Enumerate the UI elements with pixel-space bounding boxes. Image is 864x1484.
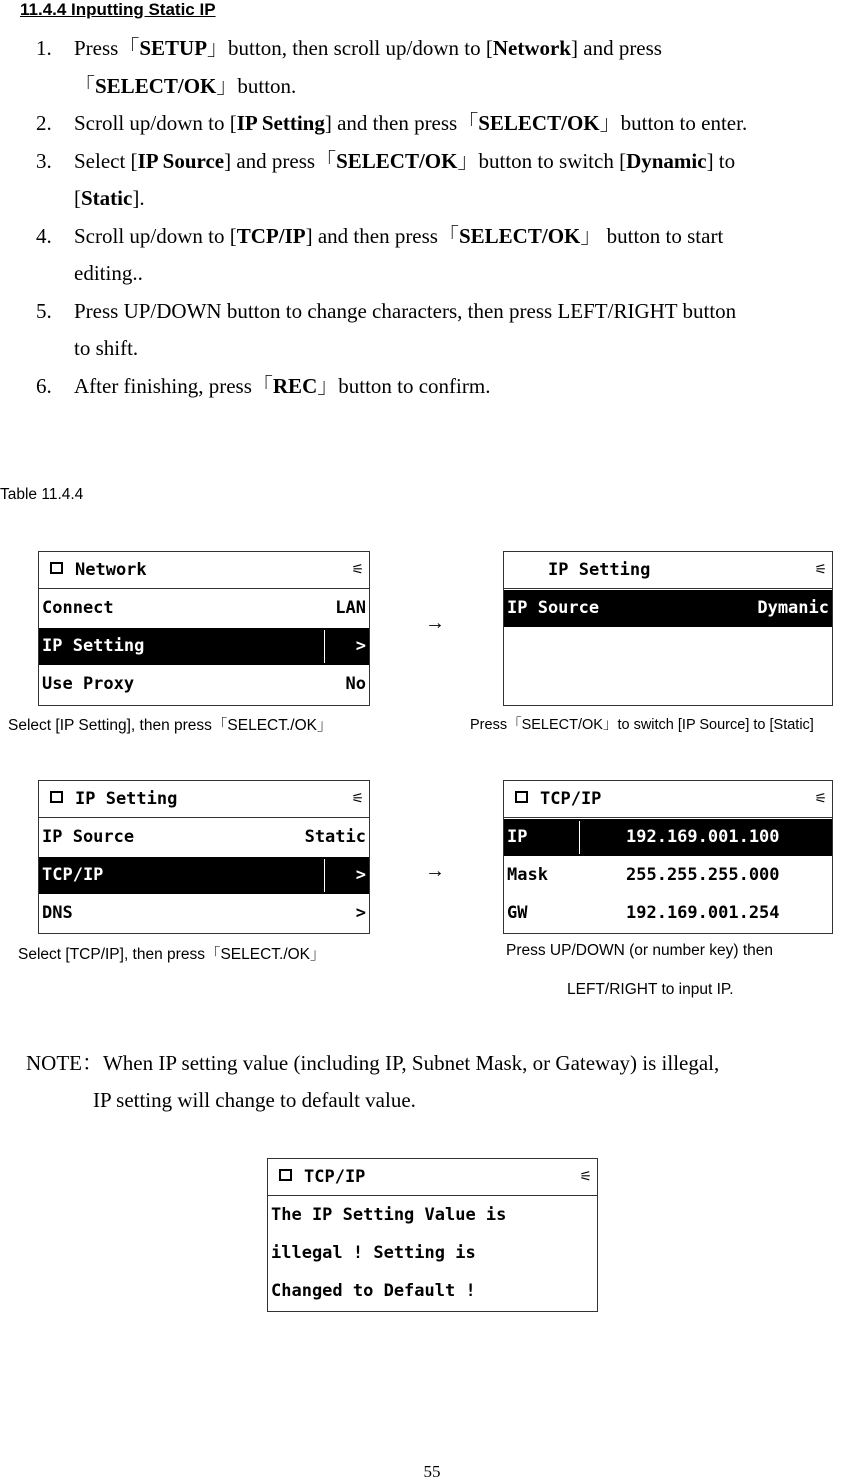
note bbox=[26, 1045, 719, 1119]
step-2: 2. Scroll up/down to [IP Setting] and then press「SELECT/OK」button to enter. bbox=[36, 111, 748, 135]
lcd-title-bar: Network ⚟ bbox=[39, 552, 369, 589]
lcd-network-screen bbox=[38, 551, 370, 706]
lcd-tcpip-screen bbox=[503, 780, 833, 934]
step-5: 5. Press UP/DOWN button to change characters, then press LEFT/RIGHT button to shift. bbox=[36, 298, 737, 360]
lcd-message-line: illegal ! Setting is bbox=[271, 1243, 476, 1263]
lcd-row-selected: IP 192.169.001.100 bbox=[504, 819, 832, 856]
steps-list bbox=[36, 30, 864, 405]
lcd-message-line: The IP Setting Value is bbox=[271, 1205, 507, 1225]
note-line-2: IP setting will change to default value. bbox=[93, 1088, 416, 1112]
step-4: 4. Scroll up/down to [TCP/IP] and then press「SELECT/OK」 button to start editing.. bbox=[36, 223, 724, 285]
lcd-row: Connect LAN bbox=[42, 598, 366, 618]
enter-icon bbox=[515, 791, 528, 803]
lcd-row: Mask 255.255.255.000 bbox=[507, 865, 780, 885]
arrow-right-2: → bbox=[425, 860, 445, 882]
caption-4-line2: LEFT/RIGHT to input IP. bbox=[567, 981, 734, 998]
step-6: 6. After finishing, press「REC」button to confirm. bbox=[36, 373, 491, 398]
step-3: 3. Select [IP Source] and press「SELECT/OK」button to switch [Dynamic] to [Static]. bbox=[36, 148, 736, 210]
lcd-row-selected: IP Setting > bbox=[39, 628, 369, 665]
arrow-right-1: → bbox=[425, 612, 445, 634]
lcd-ip-setting-dynamic-screen bbox=[503, 551, 833, 706]
lcd-title-bar: IP Setting ⚟ bbox=[39, 781, 369, 818]
lcd-row: DNS > bbox=[39, 895, 369, 932]
antenna-icon: ⚟ bbox=[814, 562, 827, 578]
page-number: 55 bbox=[423, 1462, 441, 1481]
antenna-icon: ⚟ bbox=[351, 562, 364, 578]
chevron-right-icon: > bbox=[355, 636, 366, 656]
lcd-message-line: Changed to Default ! bbox=[271, 1281, 476, 1301]
lcd-row: GW 192.169.001.254 bbox=[507, 903, 780, 923]
lcd-illegal-ip-screen bbox=[267, 1158, 598, 1312]
lcd-ip-setting-static-screen bbox=[38, 780, 370, 934]
chevron-right-icon: > bbox=[355, 903, 366, 923]
lcd-title-bar: IP Setting ⚟ bbox=[504, 552, 832, 589]
caption-2: Press「SELECT/OK」to switch [IP Source] to [Static] bbox=[470, 717, 814, 733]
lcd-row-selected: TCP/IP > bbox=[39, 857, 369, 894]
menu-icon bbox=[50, 562, 63, 574]
caption-4-line1: Press UP/DOWN (or number key) then bbox=[506, 942, 774, 959]
chevron-right-icon: > bbox=[355, 865, 366, 885]
enter-icon bbox=[279, 1169, 292, 1181]
antenna-icon: ⚟ bbox=[579, 1169, 592, 1185]
lcd-row: Use Proxy No bbox=[42, 674, 366, 694]
antenna-icon: ⚟ bbox=[351, 791, 364, 807]
lcd-row: IP Source Static bbox=[42, 827, 366, 847]
lcd-title-bar: TCP/IP ⚟ bbox=[504, 781, 832, 818]
lcd-row-selected: IP Source Dymanic bbox=[504, 590, 832, 627]
menu-icon bbox=[50, 791, 63, 803]
table-label: Table 11.4.4 bbox=[0, 486, 84, 503]
caption-3: Select [TCP/IP], then press「SELECT./OK」 bbox=[18, 946, 326, 963]
section-title: 11.4.4 Inputting Static IP bbox=[20, 0, 216, 19]
antenna-icon: ⚟ bbox=[814, 791, 827, 807]
caption-1: Select [IP Setting], then press「SELECT./OK」 bbox=[8, 717, 333, 734]
lcd-title-bar: TCP/IP ⚟ bbox=[268, 1159, 597, 1196]
note-line-1: NOTE：When IP setting value (including IP, Subnet Mask, or Gateway) is illegal, bbox=[26, 1051, 720, 1075]
step-1: 1. Press「SETUP」button, then scroll up/down to [Network] and press 「SELECT/OK」button. bbox=[36, 36, 662, 98]
